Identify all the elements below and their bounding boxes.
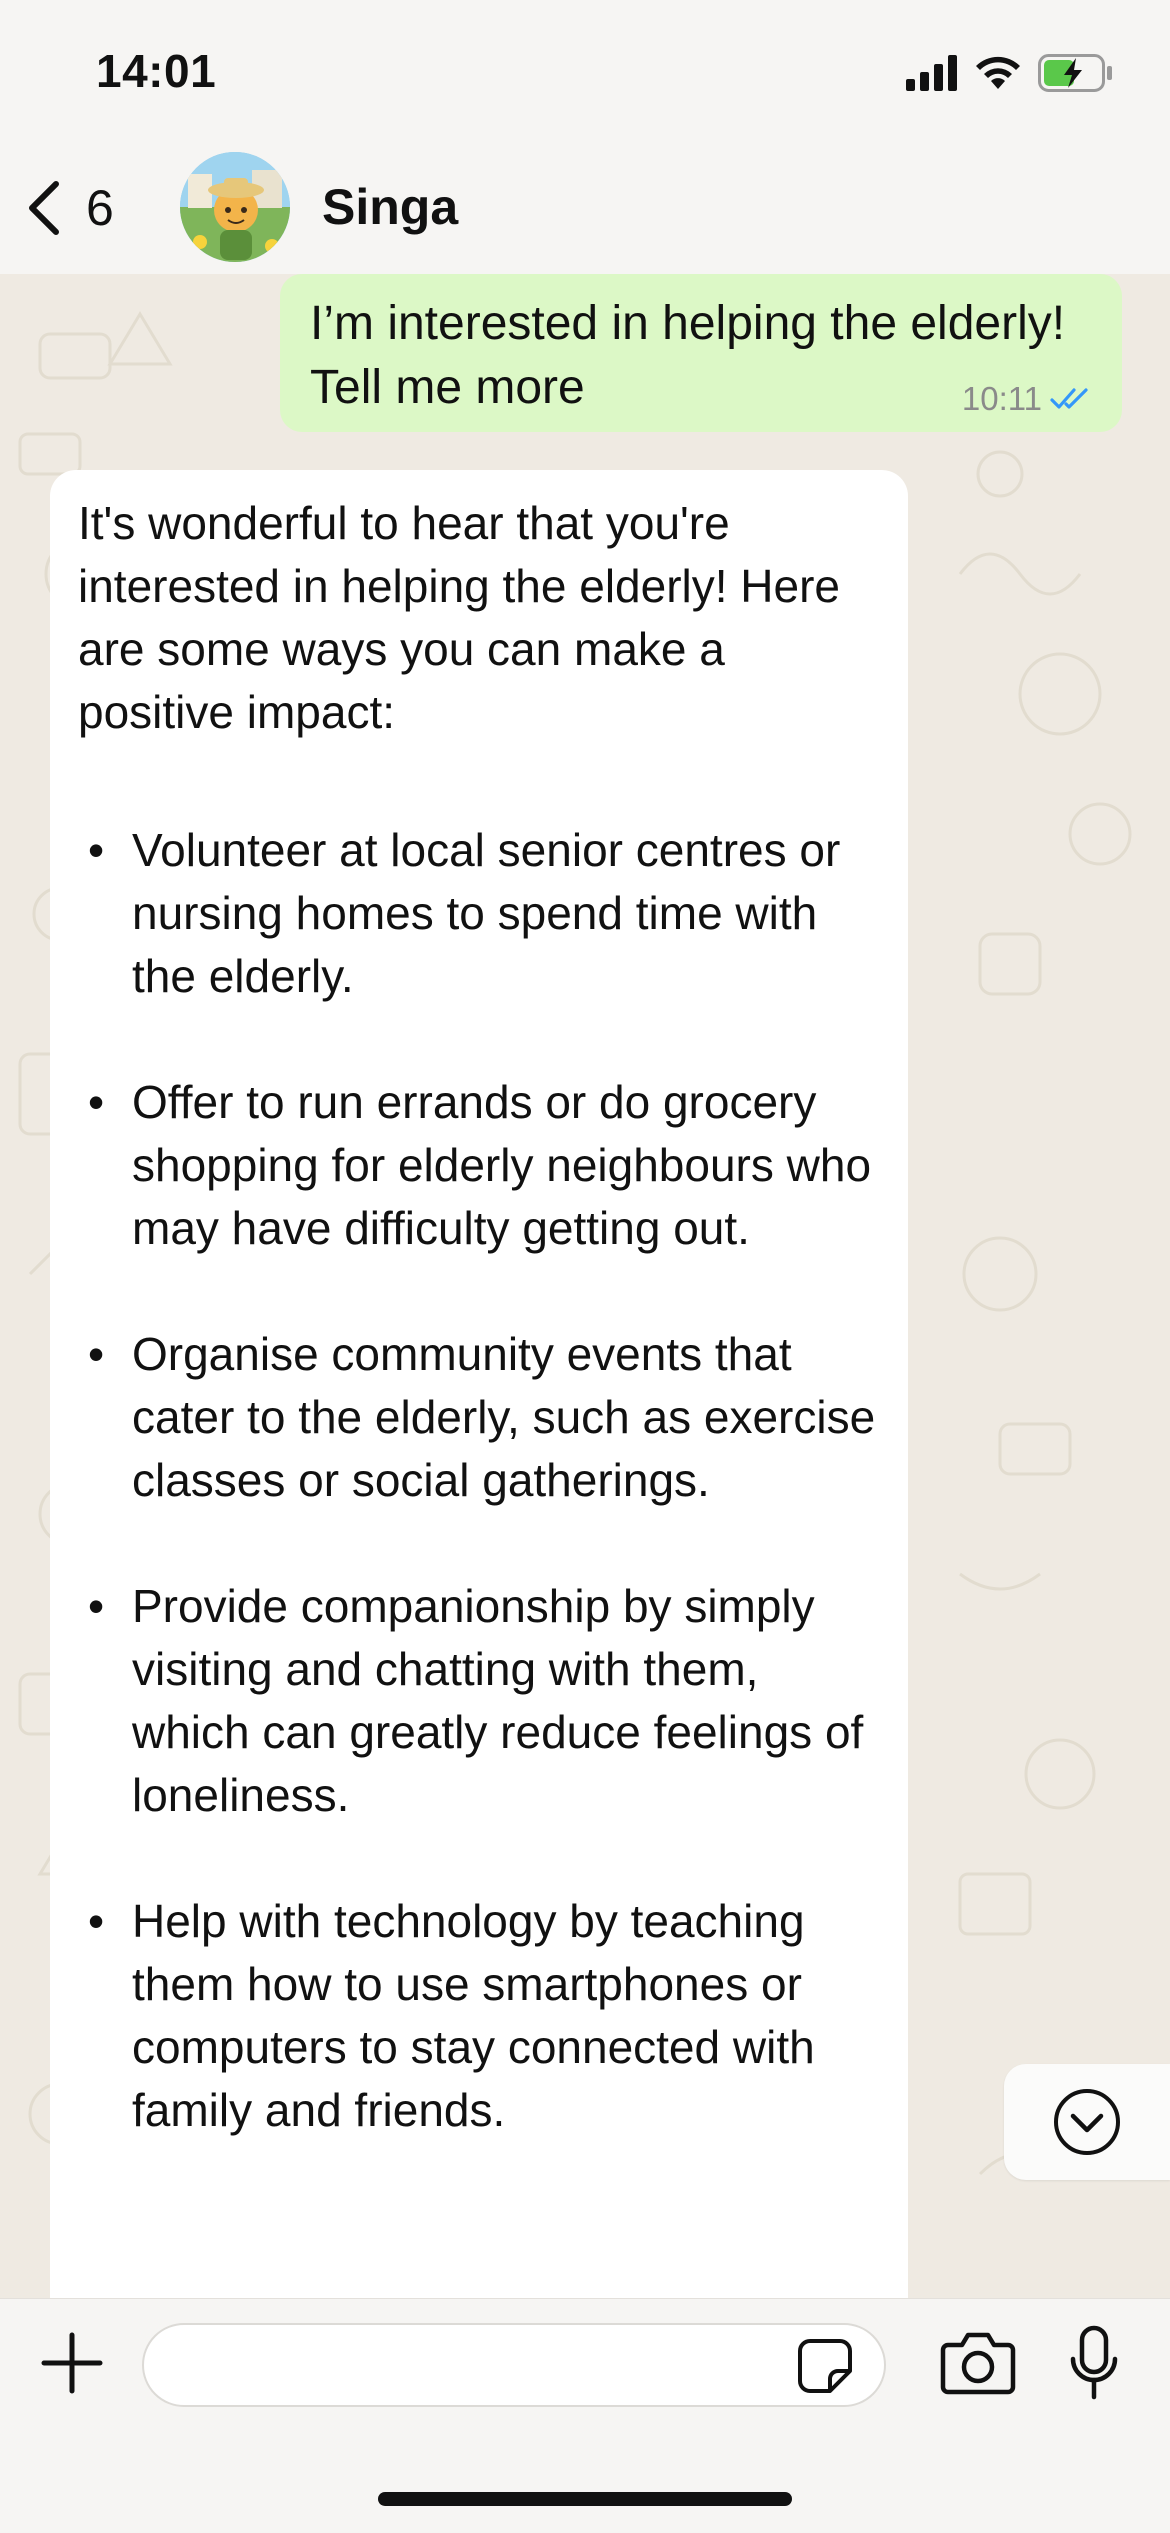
signal-bars-icon xyxy=(906,55,958,91)
chevron-left-icon xyxy=(20,178,66,238)
incoming-message-intro: It's wonderful to hear that you're interested in helping the elderly! Here are some ways you can make a positive impact: xyxy=(78,497,841,738)
message-meta xyxy=(962,380,1094,418)
status-time: 14:01 xyxy=(96,45,217,97)
sticker-icon[interactable] xyxy=(796,2337,854,2395)
microphone-icon[interactable] xyxy=(1068,2325,1120,2401)
outgoing-message[interactable] xyxy=(280,274,1122,432)
battery-charging-icon xyxy=(1038,54,1114,92)
back-button[interactable] xyxy=(20,168,114,248)
home-indicator[interactable] xyxy=(378,2492,792,2506)
outgoing-message-text: I’m interested in helping the elderly! Tell me more xyxy=(310,297,1066,414)
list-item: • Offer to run errands or do grocery shopping for elderly neighbours who may have difficulty getting out. xyxy=(78,1071,880,1260)
avatar-image xyxy=(180,152,290,262)
message-input[interactable] xyxy=(142,2323,886,2407)
avatar[interactable] xyxy=(180,152,290,262)
incoming-message[interactable] xyxy=(50,470,908,2298)
list-item: • Help with technology by teaching them how to use smartphones or computers to stay connected with family and friends. xyxy=(78,1890,880,2142)
list-item: • Volunteer at local senior centres or nursing homes to spend time with the elderly. xyxy=(78,819,880,1008)
double-check-icon xyxy=(1050,386,1094,412)
unread-count: 6 xyxy=(86,180,114,236)
chat-area[interactable] xyxy=(0,274,1170,2298)
wifi-icon xyxy=(974,55,1022,91)
list-item: • Provide companionship by simply visiting and chatting with them, which can greatly reduce feelings of loneliness. xyxy=(78,1575,880,1827)
chat-header xyxy=(0,140,1170,275)
contact-name[interactable]: Singa xyxy=(322,179,459,235)
camera-icon[interactable] xyxy=(940,2329,1016,2397)
plus-icon[interactable] xyxy=(38,2329,106,2397)
status-icons xyxy=(906,50,1114,96)
list-item: • Organise community events that cater to the elderly, such as exercise classes or social gatherings. xyxy=(78,1323,880,1512)
status-bar xyxy=(0,0,1170,140)
message-time: 10:11 xyxy=(961,380,1042,417)
scroll-to-bottom-button[interactable] xyxy=(1004,2064,1170,2180)
tips-list xyxy=(78,819,880,2142)
chevron-down-circle-icon xyxy=(1051,2086,1123,2158)
